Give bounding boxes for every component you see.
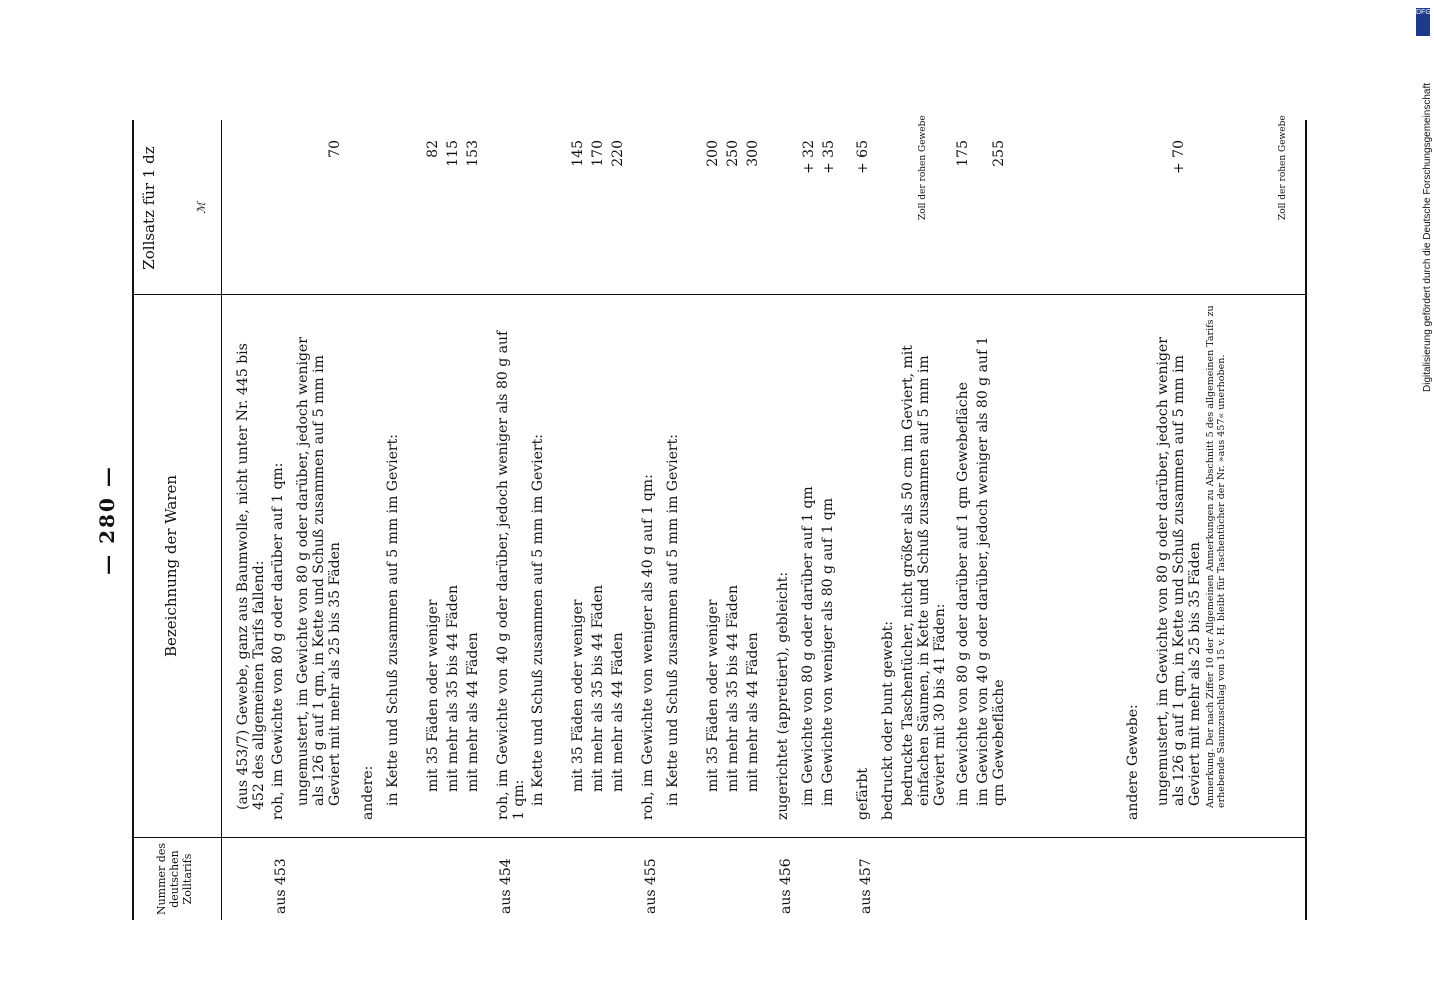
duty-rate-value: + 32: [801, 140, 817, 174]
goods-description-line: ungemustert, im Gewichte von 80 g oder darüber, jedoch weniger als 126 g auf 1 qm, in Kette und Schuß zusammen auf 5 mm im Geviert mit mehr als 25 bis 35 Fäden: [1155, 337, 1203, 806]
duty-rate-value: 115: [445, 140, 461, 167]
goods-description-line: gefärbt: [855, 767, 871, 820]
duty-rate-value: 250: [725, 140, 741, 167]
duty-rate-value: 70: [327, 140, 343, 158]
goods-description-line: ungemustert, im Gewichte von 80 g oder darüber, jedoch weniger als 126 g auf 1 qm, in Kette und Schuß zusammen auf 5 mm im Geviert mit mehr als 25 bis 35 Fäden: [295, 337, 343, 806]
dfg-credit-strip: [1418, 10, 1434, 410]
goods-description-line: im Gewichte von 80 g oder darüber auf 1 qm Gewebefläche: [955, 382, 971, 806]
dfg-logo-icon: DFG: [1416, 8, 1430, 36]
duty-rate-value: 153: [465, 140, 481, 167]
goods-description-line: andere Gewebe:: [1125, 704, 1141, 820]
goods-description-line: in Kette und Schuß zusammen auf 5 mm im Geviert:: [530, 434, 546, 806]
duty-rate-value: + 35: [821, 140, 837, 174]
goods-description-line: im Gewichte von 40 g oder darüber, jedoch weniger als 80 g auf 1 qm Gewebefläche: [975, 336, 1007, 806]
goods-description-line: in Kette und Schuß zusammen auf 5 mm im Geviert:: [665, 434, 681, 806]
duty-rate-value: 220: [610, 140, 626, 167]
goods-description-line: andere:: [360, 765, 376, 820]
tariff-number: aus 454: [498, 858, 514, 914]
header-goods-description: Bezeichnung der Waren: [162, 474, 180, 658]
goods-description-line: mit 35 Fäden oder weniger: [425, 599, 441, 792]
column-rule-1: [132, 837, 1305, 838]
goods-description-line: (aus 453/7) Gewebe, ganz aus Baumwolle, nicht unter Nr. 445 bis 452 des allgemeinen Tarifs fallend:: [235, 343, 267, 810]
duty-note-456: Zoll der rohen Gewebe: [918, 115, 928, 220]
goods-description-line: zugerichtet (appretiert), gebleicht:: [775, 571, 791, 820]
goods-description-line: mit 35 Fäden oder weniger: [705, 599, 721, 792]
goods-description-line: mit mehr als 44 Fäden: [610, 632, 626, 792]
goods-description-line: mit 35 Fäden oder weniger: [570, 599, 586, 792]
header-tariff-number: Nummer des deutschen Zolltarifs: [155, 842, 194, 916]
column-rule-2: [132, 294, 1305, 295]
duty-rate-value: 255: [991, 140, 1007, 167]
duty-rate-value: 200: [705, 140, 721, 167]
duty-rate-value: + 65: [855, 140, 871, 174]
goods-description-line: mit mehr als 35 bis 44 Fäden: [445, 585, 461, 792]
tariff-number: aus 455: [643, 858, 659, 914]
duty-rate-value: + 70: [1171, 140, 1187, 174]
page-number: — 280 —: [95, 465, 119, 575]
goods-description-line: im Gewichte von weniger als 80 g auf 1 qm: [820, 497, 836, 806]
duty-rate-value: 175: [955, 140, 971, 167]
duty-rate-value: 300: [745, 140, 761, 167]
header-rule: [221, 120, 222, 920]
goods-description-line: mit mehr als 35 bis 44 Fäden: [590, 585, 606, 792]
goods-description-line: mit mehr als 44 Fäden: [465, 632, 481, 792]
rotated-page-content: [95, 115, 1315, 920]
top-rule: [132, 120, 134, 920]
goods-description-line: roh, im Gewichte von 80 g oder darüber auf 1 qm:: [270, 462, 286, 820]
goods-description-line: mit mehr als 35 bis 44 Fäden: [725, 585, 741, 792]
goods-description-line: mit mehr als 44 Fäden: [745, 632, 761, 792]
goods-description-line: im Gewichte von 80 g oder darüber auf 1 qm: [800, 486, 816, 806]
goods-description-line: in Kette und Schuß zusammen auf 5 mm im Geviert:: [385, 434, 401, 806]
duty-rate-value: 145: [570, 140, 586, 167]
duty-rate-value: 170: [590, 140, 606, 167]
tariff-number: aus 456: [778, 858, 794, 914]
duty-note-457: Zoll der rohen Gewebe: [1278, 115, 1288, 220]
bottom-rule: [1305, 120, 1307, 920]
tariff-number: aus 453: [273, 858, 289, 914]
tariff-number: aus 457: [858, 858, 874, 914]
dfg-credit-text: Digitalisierung gefördert durch die Deutsche Forschungsgemeinschaft: [1422, 82, 1433, 392]
header-duty-unit: ℳ: [195, 202, 208, 214]
goods-description-line: bedruckte Taschentücher, nicht größer als 50 cm im Geviert, mit einfachen Säumen, in Kette und Schuß zusammen auf 5 mm im Geviert mit 30 bis 41 Fäden:: [900, 345, 948, 806]
goods-description-line: roh, im Gewichte von 40 g oder darüber, jedoch weniger als 80 g auf 1 qm:: [495, 330, 527, 820]
goods-description-line: bedruckt oder bunt gewebt:: [880, 620, 896, 820]
header-duty-rate: Zollsatz für 1 dz: [140, 146, 158, 270]
duty-rate-value: 82: [425, 140, 441, 158]
anmerkung-note: Anmerkung. Der nach Ziffer 10 der Allgemeinen Anmerkungen zu Abschnitt 5 des allgemeinen Tarifs zu erhebende Saumzuschlag von 15 v. H. bleibt für Taschentücher der Nr. »aus 457« unerhoben.: [1205, 305, 1227, 808]
goods-description-line: roh, im Gewichte von weniger als 40 g auf 1 qm:: [640, 474, 656, 820]
